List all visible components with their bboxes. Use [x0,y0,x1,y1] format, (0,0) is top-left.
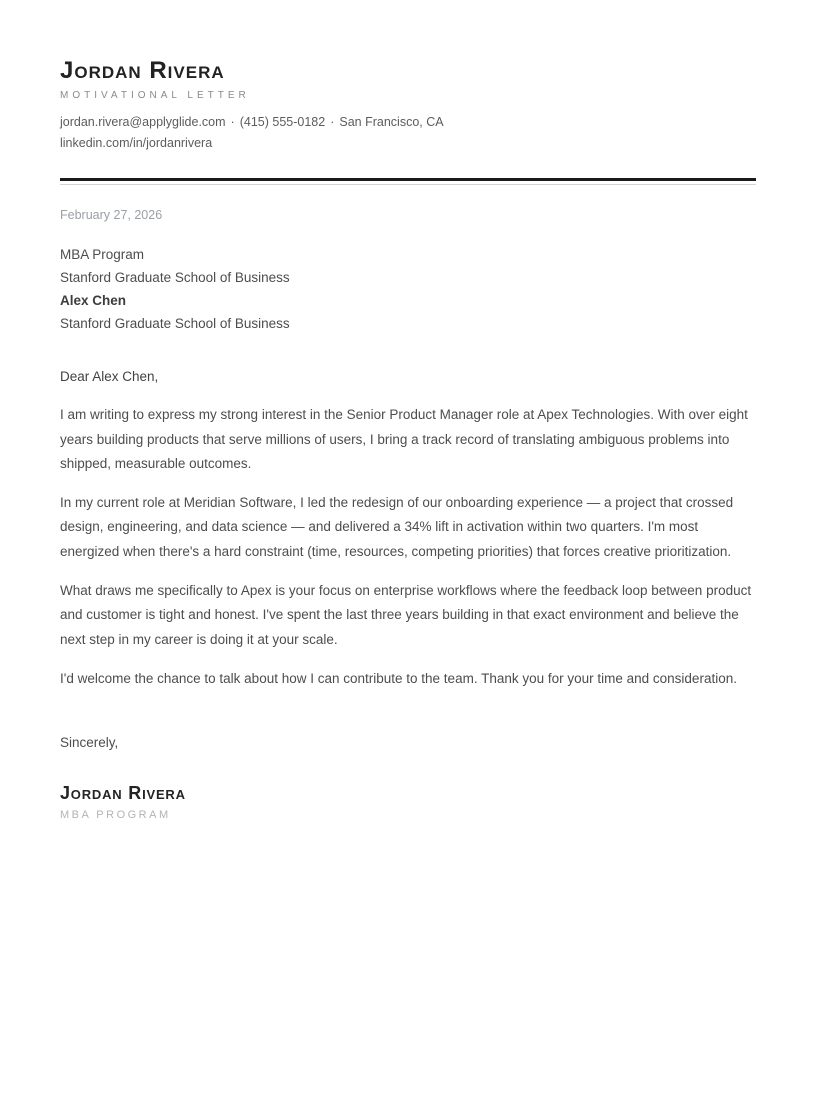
contact-separator: · [330,115,335,130]
contact-line-primary [60,112,756,133]
document-type-subtitle: MOTIVATIONAL LETTER [60,90,250,102]
signature-name: Jordan Rivera [60,783,186,804]
signature-title: MBA PROGRAM [60,808,171,821]
contact-email: jordan.rivera@applyglide.com [60,115,226,130]
contact-separator: · [230,115,235,130]
recipient-institution-repeat: Stanford Graduate School of Business [60,315,290,331]
closing-salutation: Sincerely, [60,735,119,751]
letter-body [60,208,756,820]
paragraph-intro: I am writing to express my strong interest in the Senior Product Manager role at Apex Technologies. With over eight years building products that serve millions of users, I bring a track record of translating ambiguous problems into shipped, measurable outcomes. [60,407,748,471]
greeting: Dear Alex Chen, [60,369,159,385]
divider-thick-line [60,178,756,181]
recipient-name: Alex Chen [60,292,127,308]
contact-phone: (415) 555-0182 [239,115,326,130]
paragraph-motivation: What draws me specifically to Apex is your focus on enterprise workflows where the feedback loop between product and customer is tight and honest. I've spent the last three years building in that exact environment and believe the next step in my career is doing it at your scale. [60,582,752,647]
page-title: Jordan Rivera [60,57,225,84]
contact-linkedin: linkedin.com/in/jordanrivera [60,136,213,151]
recipient-program: MBA Program [60,247,145,263]
paragraph-experience: In my current role at Meridian Software, I led the redesign of our onboarding experience — a project that crossed design, engineering, and data science — and delivered a 34% lift in activation within two quarters. I'm most energized when there's a hard constraint (time, resources, competing priorities) that forces creative prioritization. [60,495,734,559]
header-divider [60,178,756,185]
contact-location: San Francisco, CA [339,115,444,130]
letter-date: February 27, 2026 [60,208,163,223]
recipient-institution: Stanford Graduate School of Business [60,270,290,286]
recipient-address-block [60,244,756,335]
contact-line-linkedin [60,133,756,154]
letter-header [60,58,756,154]
contact-info [60,112,756,154]
paragraph-conclusion: I'd welcome the chance to talk about how I can contribute to the team. Thank you for your time and consideration. [60,670,737,686]
divider-thin-line [60,184,756,185]
